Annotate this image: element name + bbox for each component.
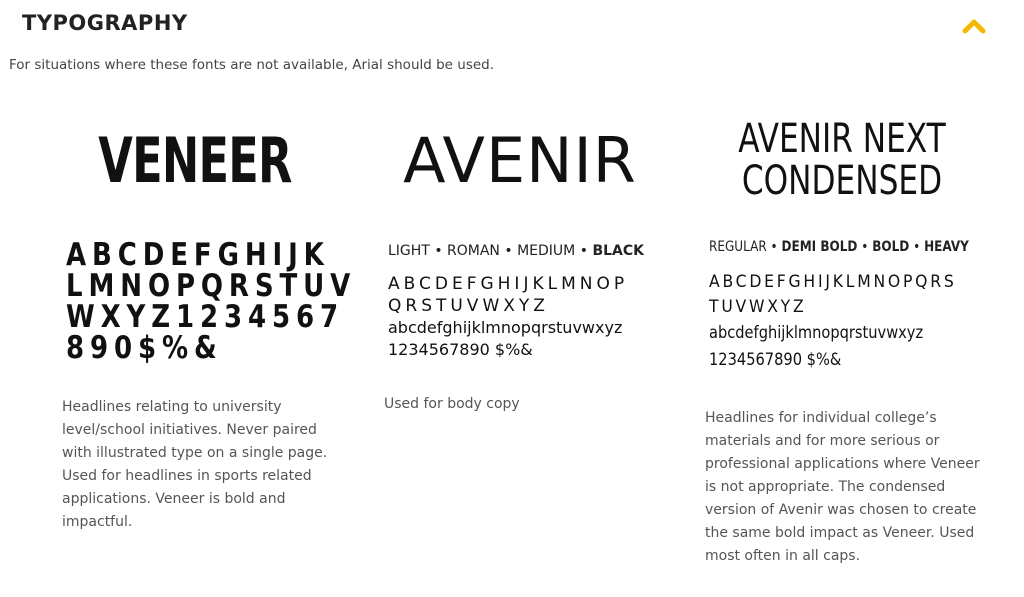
bullet-separator: • (861, 239, 873, 255)
specimen-line: QRSTUVWXYZ (388, 296, 549, 316)
font-name: AVENIR (403, 124, 637, 197)
font-description: Used for body copy (384, 396, 520, 412)
specimen-line: ABCDEFGHIJKLMNOPQRS (709, 272, 957, 292)
specimen-line: 890$%& (66, 330, 223, 366)
character-specimen (388, 273, 688, 361)
section-header (0, 0, 1024, 48)
weight-label: ROMAN (447, 243, 500, 259)
weight-label: MEDIUM (517, 243, 576, 259)
character-specimen (709, 270, 1009, 374)
bullet-separator: • (913, 239, 925, 255)
weight-label: BOLD (872, 239, 910, 255)
bullet-separator: • (504, 243, 518, 259)
specimen-line: TUVWXYZ (709, 297, 807, 317)
bullet-separator: • (579, 243, 593, 259)
font-description: Headlines relating to university level/school initiatives. Never paired with illustrated type on a single page. Used for headlines in sports related applications. Veneer is bold and impactful. (62, 399, 328, 530)
specimen-line: 1234567890 $%& (709, 350, 842, 370)
specimen-line: 1234567890 $%& (388, 340, 533, 359)
section-title: TYPOGRAPHY (22, 11, 188, 35)
specimen-line: ABCDEFGHIJK (66, 237, 330, 273)
weight-label: REGULAR (709, 239, 767, 255)
weight-label: BLACK (592, 243, 644, 259)
specimen-line: abcdefghijklmnopqrstuvwxyz (388, 318, 623, 337)
specimen-line: abcdefghijklmnopqrstuvwxyz (709, 323, 924, 343)
weight-list (388, 243, 644, 259)
font-name: VENEER (98, 124, 292, 197)
specimen-line: ABCDEFGHIJKLMNOP (388, 274, 629, 294)
intro-text: For situations where these fonts are not available, Arial should be used. (9, 57, 495, 73)
character-specimen (66, 237, 357, 366)
bullet-separator: • (434, 243, 448, 259)
collapse-toggle[interactable] (958, 12, 990, 40)
weight-label: HEAVY (924, 239, 969, 255)
font-description: Headlines for individual college’s materials and for more serious or professional applications where Veneer is not appropriate. The condensed version of Avenir was chosen to create the same bold impact as Veneer. Used most often in all caps. (705, 410, 980, 564)
weight-label: LIGHT (388, 243, 430, 259)
weight-list (709, 239, 969, 255)
bullet-separator: • (770, 239, 782, 255)
chevron-up-icon[interactable] (962, 18, 986, 34)
weight-label: DEMI BOLD (781, 239, 858, 255)
specimen-line: WXYZ1234567 (66, 299, 345, 335)
specimen-line: LMNOPQRSTUV (66, 268, 357, 304)
font-name: AVENIR NEXT CONDENSED (738, 116, 946, 204)
